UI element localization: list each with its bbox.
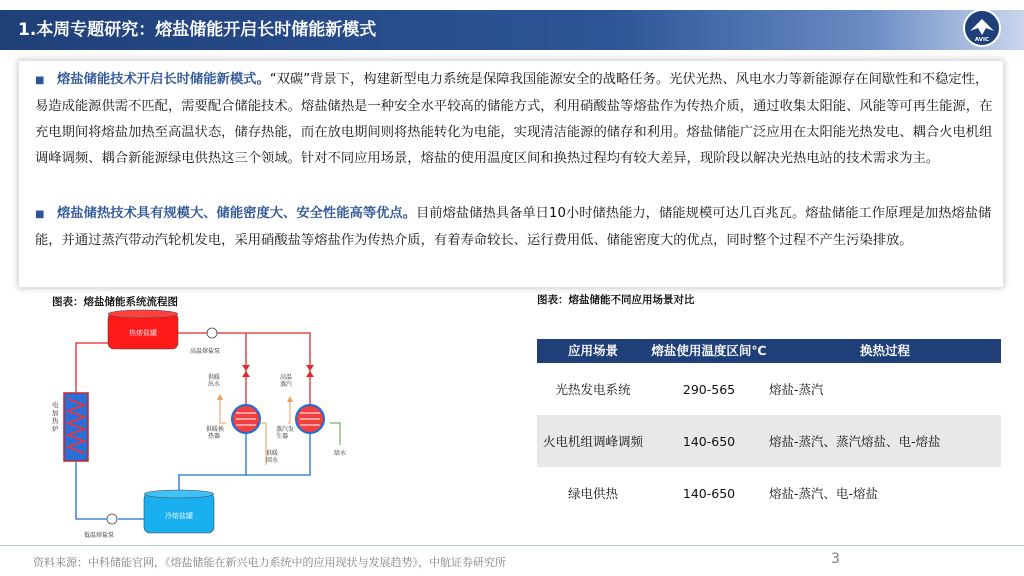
- feed-water-label: 给水: [334, 450, 347, 457]
- valve-icon: [242, 365, 250, 371]
- hot-tank-label: 热熔盐罐: [129, 329, 157, 337]
- cold-tank-label: 冷熔盐罐: [165, 512, 193, 520]
- bullet-icon: ■: [35, 75, 45, 86]
- logo-text: AVIC: [974, 37, 990, 43]
- page-title: 1.本周专题研究：熔盐储能开启长时储能新模式: [18, 20, 377, 40]
- avic-logo: [963, 9, 1001, 47]
- hot-line: [76, 343, 108, 393]
- cold-pump-label: 低温熔盐泵: [84, 532, 115, 539]
- footer-divider: [0, 545, 1024, 546]
- scenario-table: [537, 339, 1001, 519]
- source-note: 资料来源：中科储能官网，《熔盐储能在新兴电力系统中的应用现状与发展趋势》，中航证券研究所: [33, 556, 506, 569]
- paragraph-1-text: “双碳”背景下，构建新型电力系统是保障我国能源安全的战略任务。光伏光热、风电水力等新能源存在间歇性和不稳定性，易造成能源供需不匹配，需要配合储能技术。熔盐储热是一种安全水平较高的储能方式，利用硝酸盐等熔盐作为传热介质，通过收集太阳能、风能等可再生能源，在充电期间将熔盐加热至高温状态，储存热能，而在放电期间则将热能转化为电能，实现清洁能源的储存和利用。熔盐储能广泛应用在太阳能光热发电、耦合火电机组调峰调频、耦合新能源绿电供热这三个领域。针对不同应用场景，熔盐的使用温度区间和换热过程均有较大差异，现阶段以解决光热电站的技术需求为主。: [35, 72, 993, 166]
- paragraph-2-lead: 熔盐储热技术具有规模大、储能密度大、安全性能高等优点。: [57, 206, 417, 221]
- paragraph-1-lead: 熔盐储能技术开启长时储能新模式。: [57, 72, 270, 87]
- hot-pump-label: 高温熔盐泵: [190, 348, 221, 355]
- header-cell: 应用场景: [567, 343, 618, 358]
- figure-2-caption: 图表：熔盐储能不同应用场景对比: [537, 294, 695, 306]
- figure-1-caption: 图表：熔盐储能系统流程图: [52, 296, 178, 308]
- table-cell: 290-565: [682, 381, 736, 397]
- table-cell: 熔盐-蒸汽、电-熔盐: [769, 486, 879, 501]
- header: [0, 0, 1024, 60]
- heater-label: 电加热炉: [52, 401, 59, 433]
- heat-supply-return-label: 供暖回水: [266, 450, 279, 464]
- valve-icon: [306, 365, 314, 371]
- steam-generator-label: 蒸汽发生器: [276, 426, 295, 440]
- table-cell: 绿电供热: [567, 486, 618, 501]
- table-row: [537, 415, 1001, 467]
- hp-steam-label: 高温蒸汽: [280, 374, 293, 388]
- table-row: [537, 363, 1001, 415]
- paragraph-2: [35, 201, 993, 254]
- paragraph-2-text: 目前熔盐储热具备单日10小时储热能力，储能规模可达几百兆瓦。熔盐储能工作原理是加热熔盐储能，并通过蒸汽带动汽轮机发电，采用硝酸盐等熔盐作为传热介质，有着寿命较长、运行费用低、储能密度大的优点，同时整个过程不产生污染排放。: [35, 206, 992, 248]
- table-cell: 140-650: [682, 485, 736, 501]
- table-cell: 熔盐-蒸汽、蒸汽熔盐、电-熔盐: [769, 434, 941, 449]
- header-cell: 熔盐使用温度区间℃: [651, 343, 767, 358]
- summary-box: [18, 60, 1004, 288]
- header-cell: 换热过程: [859, 343, 910, 358]
- table-cell: 熔盐-蒸汽: [769, 382, 824, 397]
- bullet-icon: ■: [35, 209, 45, 220]
- heat-exchanger-label: 供暖换热器: [206, 426, 225, 440]
- paragraph-1: [35, 67, 993, 172]
- table-cell: 140-650: [682, 433, 736, 449]
- flow-diagram: [40, 305, 410, 543]
- table-row: [537, 467, 1001, 519]
- hot-pump-icon: [207, 328, 217, 338]
- cold-pump-icon: [107, 514, 117, 524]
- table-cell: 火电机组调峰调频: [542, 434, 643, 449]
- cold-line: [179, 433, 246, 490]
- page-number: 3: [831, 551, 840, 567]
- heat-supply-out-label: 供暖出水: [208, 374, 221, 388]
- table-cell: 光热发电系统: [555, 382, 631, 397]
- table-header: [537, 339, 1001, 363]
